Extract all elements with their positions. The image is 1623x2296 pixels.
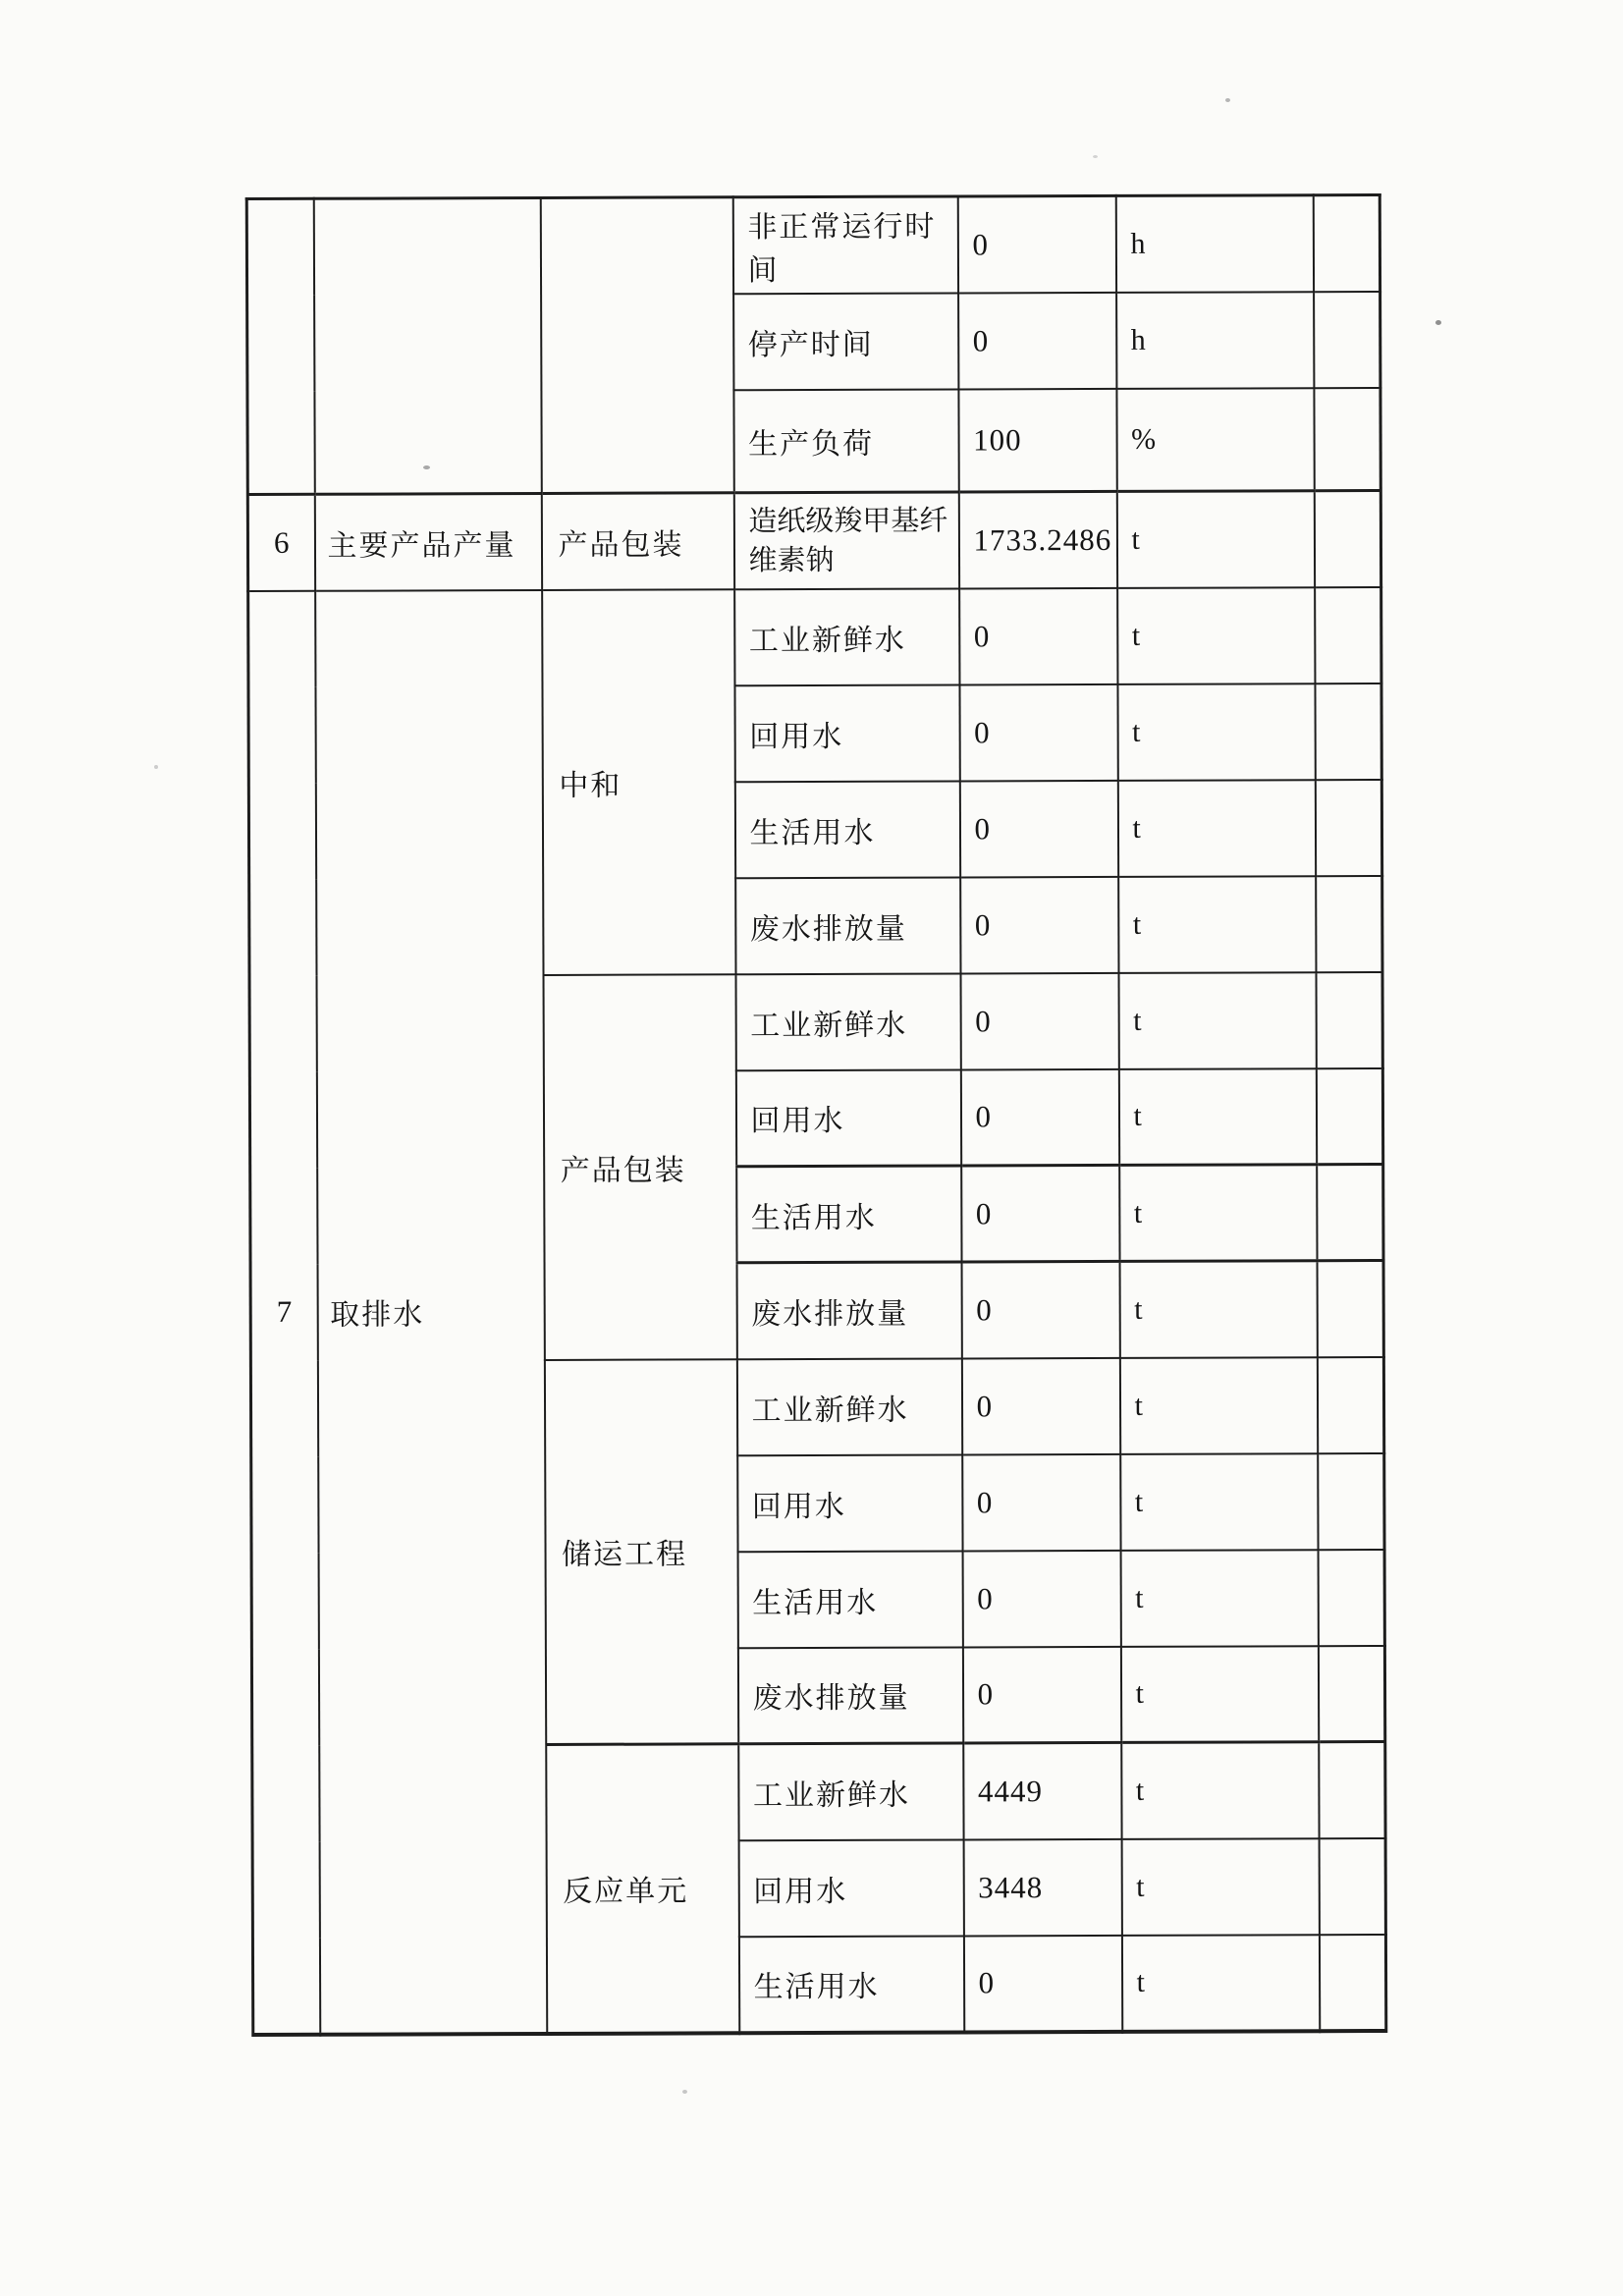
blank-cell [1315, 683, 1381, 779]
scan-speck [154, 765, 158, 769]
value-cell: 0 [960, 972, 1118, 1069]
item-cell: 生活用水 [736, 1166, 961, 1263]
blank-cell [1319, 1934, 1385, 2030]
item-cell: 工业新鲜水 [735, 973, 960, 1070]
blank-cell [1318, 1452, 1384, 1549]
unit-cell: t [1120, 1550, 1318, 1647]
value-cell: 1733.2486 [958, 491, 1116, 588]
value-cell: 0 [962, 1550, 1120, 1647]
unit-cell: t [1118, 876, 1316, 973]
unit-cell: t [1118, 1068, 1316, 1166]
table-row [246, 194, 1380, 295]
blank-cell [1318, 1645, 1384, 1741]
blank-cell [1315, 779, 1381, 875]
item-cell: 生活用水 [734, 781, 959, 878]
value-cell: 0 [960, 876, 1118, 973]
blank-cell [1315, 586, 1381, 683]
unit-cell: t [1121, 1742, 1319, 1839]
blank-cell [1316, 875, 1382, 971]
value-cell: 0 [961, 1357, 1119, 1454]
blank-cell [1317, 1260, 1383, 1356]
item-cell: 回用水 [738, 1839, 963, 1937]
item-cell: 废水排放量 [735, 877, 960, 974]
subcategory-cell: 储运工程 [544, 1359, 737, 1745]
unit-cell: h [1115, 195, 1313, 293]
value-cell: 0 [962, 1453, 1120, 1551]
blank-cell [1317, 1356, 1383, 1452]
item-cell: 生产负荷 [733, 389, 958, 493]
item-cell: 回用水 [734, 684, 959, 782]
value-cell: 0 [959, 683, 1117, 781]
item-cell: 工业新鲜水 [736, 1358, 961, 1455]
blank-cell [1319, 1837, 1385, 1934]
item-cell: 非正常运行时间 [732, 196, 957, 294]
item-cell: 生活用水 [737, 1551, 962, 1648]
data-table [245, 193, 1388, 2037]
scan-speck [682, 2090, 687, 2094]
row-number-cell: 7 [248, 590, 320, 2034]
value-cell: 0 [962, 1646, 1120, 1743]
blank-cell [1319, 1741, 1385, 1837]
scan-speck [1225, 98, 1230, 102]
value-cell: 0 [963, 1935, 1121, 2032]
value-cell: 0 [961, 1261, 1119, 1358]
row-number-cell: 6 [247, 494, 314, 590]
item-cell: 工业新鲜水 [734, 588, 959, 685]
table-row [248, 586, 1381, 686]
category-cell: 取排水 [315, 589, 547, 2034]
unit-cell: t [1121, 1838, 1319, 1936]
value-cell: 0 [961, 1165, 1119, 1262]
blank-cell [1314, 291, 1380, 387]
item-cell: 生活用水 [738, 1936, 963, 2033]
blank-cell [1314, 490, 1380, 586]
value-cell: 0 [957, 195, 1115, 293]
table-row [247, 490, 1380, 590]
item-cell: 工业新鲜水 [738, 1743, 963, 1840]
unit-cell: t [1119, 1261, 1317, 1358]
value-cell: 0 [959, 780, 1117, 877]
value-cell: 3448 [963, 1838, 1121, 1936]
item-cell: 回用水 [737, 1454, 962, 1552]
item-cell: 废水排放量 [736, 1262, 961, 1359]
subcategory-cell: 产品包装 [541, 493, 733, 590]
blank-cell [1313, 194, 1380, 291]
scan-speck [423, 465, 430, 469]
unit-cell: t [1117, 780, 1315, 877]
blank-cell [1314, 387, 1380, 490]
unit-cell: t [1117, 683, 1315, 781]
subcategory-cell: 中和 [542, 589, 735, 975]
unit-cell: t [1121, 1935, 1319, 2032]
value-cell: 4449 [963, 1742, 1121, 1839]
blank-cell [1316, 1067, 1382, 1164]
unit-cell: t [1118, 972, 1316, 1069]
value-cell: 100 [958, 388, 1116, 492]
unit-cell: t [1117, 587, 1315, 684]
unit-cell: t [1119, 1165, 1317, 1262]
subcategory-cell-empty [540, 197, 733, 494]
scan-speck [1093, 155, 1098, 158]
blank-cell [1316, 971, 1382, 1067]
unit-cell: t [1116, 491, 1314, 588]
category-cell-empty [313, 197, 541, 494]
item-cell: 停产时间 [733, 293, 958, 390]
subcategory-cell: 反应单元 [546, 1744, 739, 2034]
value-cell: 0 [958, 292, 1116, 389]
scan-speck [1435, 320, 1441, 325]
item-cell: 废水排放量 [737, 1647, 962, 1744]
unit-cell: t [1120, 1453, 1318, 1551]
value-cell: 0 [959, 587, 1117, 684]
unit-cell: t [1119, 1357, 1317, 1454]
row-number-cell-empty [246, 198, 314, 494]
category-cell: 主要产品产量 [314, 493, 541, 590]
blank-cell [1317, 1164, 1383, 1260]
item-cell: 造纸级羧甲基纤维素钠 [733, 492, 958, 589]
subcategory-cell: 产品包装 [543, 974, 736, 1360]
unit-cell: h [1116, 292, 1314, 389]
unit-cell: t [1120, 1646, 1318, 1743]
value-cell: 0 [960, 1068, 1118, 1166]
blank-cell [1318, 1549, 1384, 1645]
item-cell: 回用水 [735, 1069, 960, 1167]
unit-cell: % [1116, 388, 1314, 492]
